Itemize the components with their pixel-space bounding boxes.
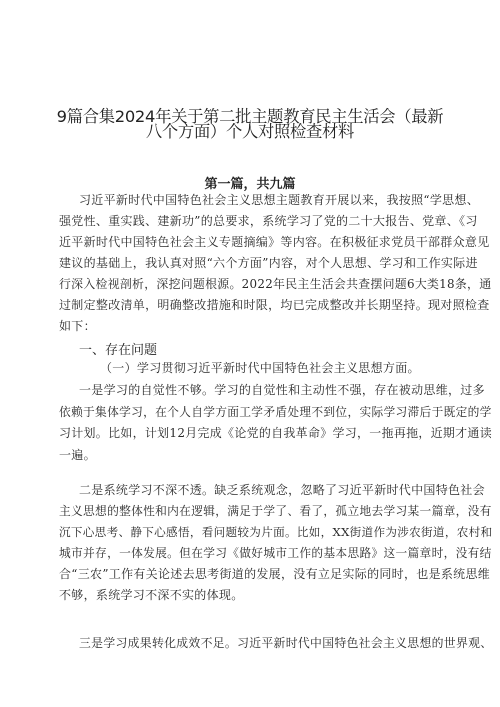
para3-line-5: 合“三农”工作有关论述去思考街道的发展，没有立足实际的同时，也是系统思维 (59, 567, 491, 581)
document-title-line-2: 八个方面）个人对照检查材料 (145, 122, 355, 141)
heading-problems: 一、存在问题 (79, 343, 158, 358)
para2-line-1: 一是学习的自觉性不够。学习的自觉性和主动性不强，存在被动思维，过多 (79, 383, 485, 397)
para3-line-3: 沉下心思考、静下心感悟，看问题较为片面。比如，XX街道作为涉农街道，农村和 (59, 525, 493, 539)
para2-line-4: 一遍。 (59, 448, 96, 462)
para3-line-2: 主义思想的整体性和内在逻辑，满足于学了、看了，孤立地去学习某一篇章，没有 (59, 504, 492, 518)
para2-line-3: 习计划。比如，计划12月完成《论党的自我革命》学习，一拖再拖，近期才通读 (59, 426, 492, 440)
para3-line-4: 城市并存，一体发展。但在学习《做好城市工作的基本思路》这一篇章时，没有结 (59, 546, 492, 560)
para4-line-1: 三是学习成果转化成效不足。习近平新时代中国特色社会主义思想的世界观、 (79, 636, 493, 650)
intro-line-4: 建议的基础上，我认真对照“六个方面”内容，对个人思想、学习和工作实际进 (59, 256, 478, 270)
section-title: 第一篇，共九篇 (204, 177, 296, 192)
document-title-line-1: 9篇合集2024年关于第二批主题教育民主生活会（最新 (56, 107, 444, 126)
intro-line-5: 行深入检视剖析，深挖问题根源。2022年民主生活会共查摆问题6大类18条，通 (59, 277, 492, 291)
para2-line-2: 依赖于集体学习，在个人自学方面工学矛盾处理不到位，实际学习滞后于既定的学 (59, 405, 492, 419)
para3-line-6: 不够，系统学习不深不实的体现。 (59, 588, 244, 602)
intro-line-3: 近平新时代中国特色社会主义专题摘编》等内容。在积极征求党员干部群众意见 (59, 235, 490, 249)
intro-line-6: 过制定整改清单，明确整改措施和时限，均已完成整改并长期坚持。现对照检查 (59, 298, 490, 312)
intro-line-1: 习近平新时代中国特色社会主义思想主题教育开展以来，我按照“学思想、 (79, 193, 480, 207)
intro-line-2: 强党性、重实践、建新功”的总要求，系统学习了党的二十大报告、党章、《习 (59, 214, 478, 228)
intro-line-7: 如下： (59, 319, 96, 333)
subheading-study: （一）学习贯彻习近平新时代中国特色社会主义思想方面。 (100, 361, 420, 375)
para3-line-1: 二是系统学习不深不透。缺乏系统观念，忽略了习近平新时代中国特色社会 (79, 483, 485, 497)
